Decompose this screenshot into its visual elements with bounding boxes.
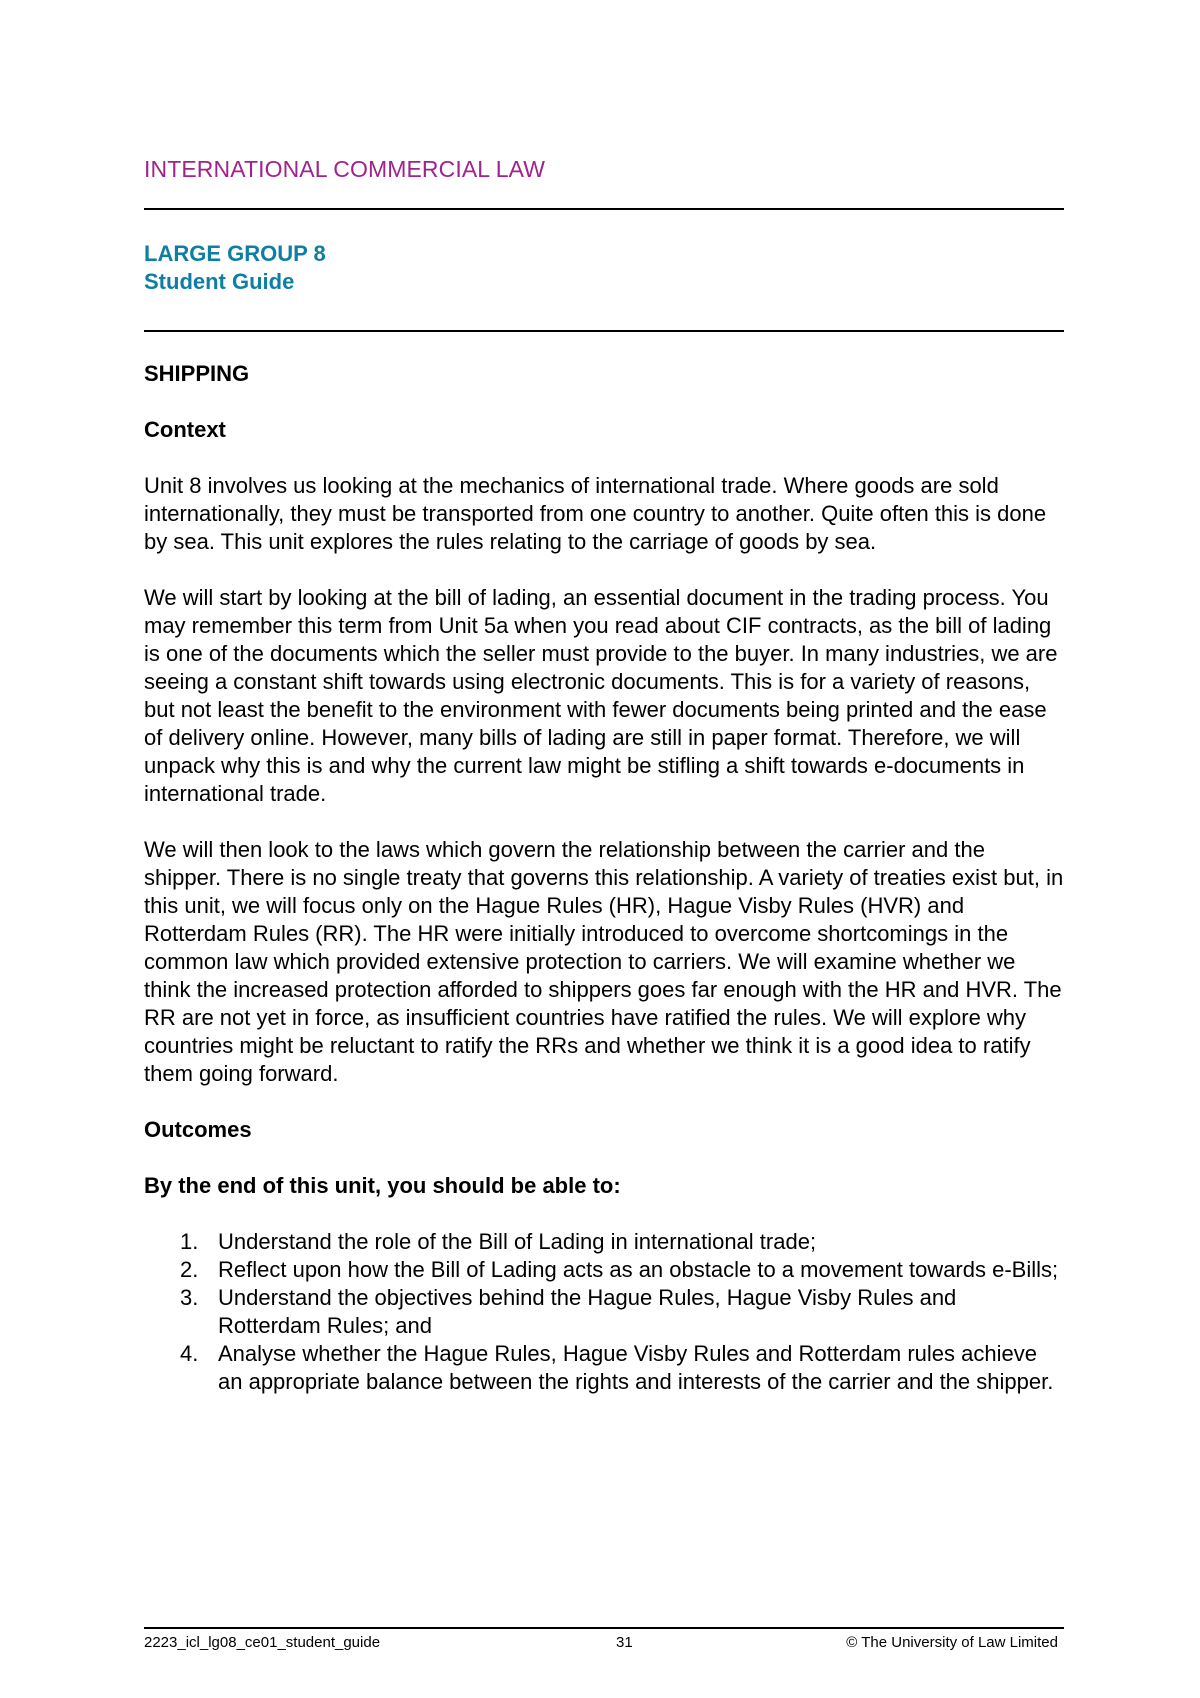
list-item-text: Reflect upon how the Bill of Lading acts as an obstacle to a movement towards e-Bills; [218,1257,1059,1282]
page-footer [144,1627,1064,1651]
list-item-number: 4. [180,1341,199,1366]
list-item-text: Understand the objectives behind the Hague Rules, Hague Visby Rules and Rotterdam Rules; and [218,1285,957,1338]
list-item [144,1340,1064,1396]
list-item [144,1228,1064,1256]
outcomes-intro: By the end of this unit, you should be able to: [144,1173,621,1198]
list-item-text: Analyse whether the Hague Rules, Hague Visby Rules and Rotterdam rules achieve an appropriate balance between the rights and interests of the carrier and the shipper. [218,1341,1054,1394]
course-title: INTERNATIONAL COMMERCIAL LAW [144,156,546,182]
outcomes-heading: Outcomes [144,1117,252,1142]
list-item-number: 3. [180,1285,199,1310]
list-item-number: 2. [180,1257,199,1282]
header-divider [144,208,1064,210]
group-label: LARGE GROUP 8 [144,241,326,266]
guide-label: Student Guide [144,269,295,294]
list-item-text: Understand the role of the Bill of Lading in international trade; [218,1229,817,1254]
shipping-heading: SHIPPING [144,361,250,386]
subheader-divider [144,330,1064,332]
group-block [144,240,1064,296]
footer-page-number: 31 [616,1634,633,1651]
list-item [144,1284,1064,1340]
context-heading: Context [144,417,226,442]
footer-copyright: © The University of Law Limited [846,1634,1058,1651]
list-item [144,1256,1064,1284]
page-content [144,152,1064,1396]
context-paragraph: We will start by looking at the bill of lading, an essential document in the trading process. You may remember this term from Unit 5a when you read about CIF contracts, as the bill of lading is one of the documents which the seller must provide to the buyer. In many industries, we are seeing a constant shift towards using electronic documents. This is for a variety of reasons, but not least the benefit to the environment with fewer documents being printed and the ease of delivery online. However, many bills of lading are still in paper format. Therefore, we will unpack why this is and why the current law might be stifling a shift towards e-documents in international trade. [144,585,1058,806]
outcomes-list [144,1228,1064,1396]
context-paragraph: Unit 8 involves us looking at the mechanics of international trade. Where goods are sold internationally, they must be transported from one country to another. Quite often this is done by sea. This unit explores the rules relating to the carriage of goods by sea. [144,473,1047,554]
footer-doc-id: 2223_icl_lg08_ce01_student_guide [144,1634,381,1651]
context-paragraph: We will then look to the laws which govern the relationship between the carrier and the shipper. There is no single treaty that governs this relationship. A variety of treaties exist but, in this unit, we will focus only on the Hague Rules (HR), Hague Visby Rules (HVR) and Rotterdam Rules (RR). The HR were initially introduced to overcome shortcomings in the common law which provided extensive protection to carriers. We will examine whether we think the increased protection afforded to shippers goes far enough with the HR and HVR. The RR are not yet in force, as insufficient countries have ratified the rules. We will explore why countries might be reluctant to ratify the RRs and whether we think it is a good idea to ratify them going forward. [144,837,1064,1086]
list-item-number: 1. [180,1229,199,1254]
